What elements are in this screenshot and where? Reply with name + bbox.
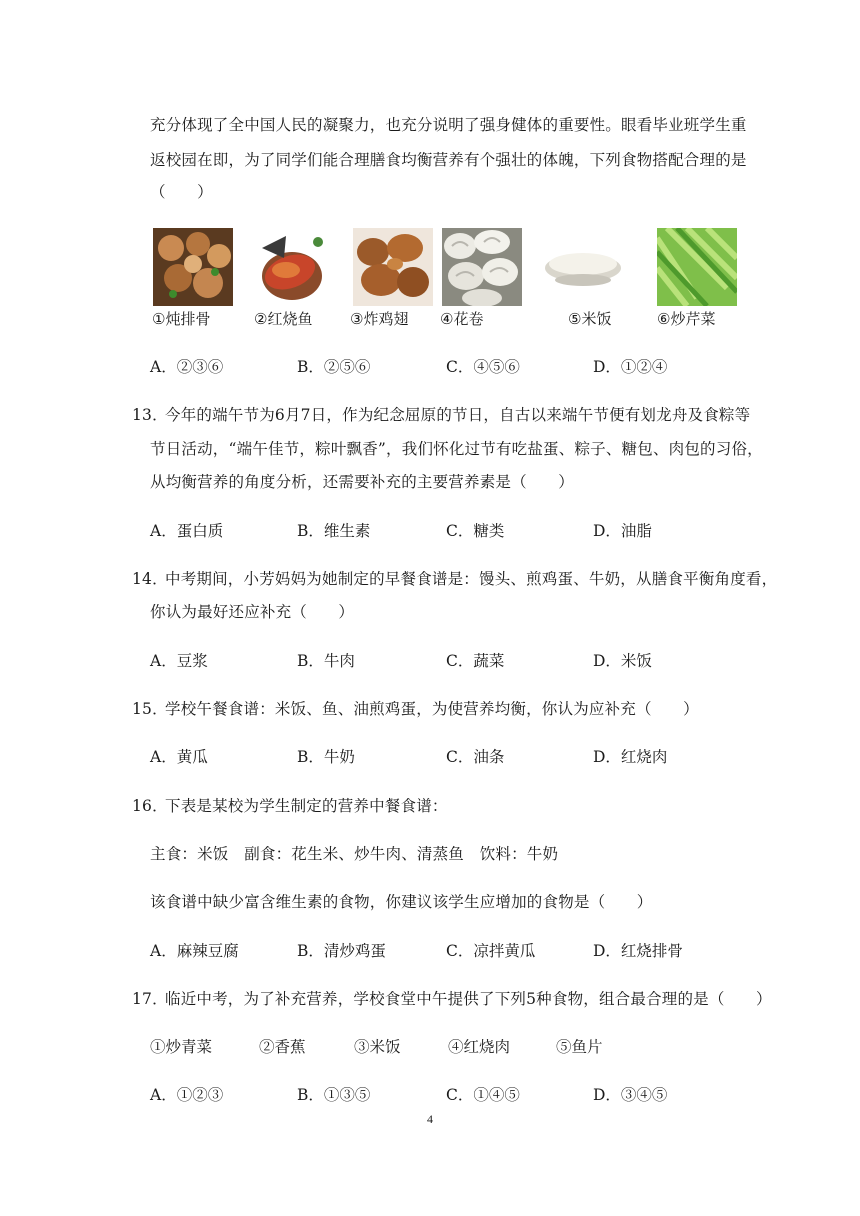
q15-number: 15．: [132, 700, 168, 718]
q17-item: ②香蕉: [259, 1038, 306, 1056]
q13-option-d: D．油脂: [593, 522, 652, 540]
q13-text-line-3: 从均衡营养的角度分析，还需要补充的主要营养素是（ ）: [150, 473, 574, 491]
q12-text-line-2: 返校园在即，为了同学们能合理膳食均衡营养有个强壮的体魄，下列食物搭配合理的是: [150, 151, 747, 169]
q12-option-a: A．②③⑥: [150, 358, 224, 376]
steamed-rolls-photo: [442, 228, 522, 306]
q17-number: 17．: [132, 990, 168, 1008]
q16-option-b: B．清炒鸡蛋: [297, 942, 386, 960]
q17-text-line-1: 临近中考，为了补充营养，学校食堂中午提供了下列5种食物，组合最合理的是（ ）: [165, 990, 772, 1008]
q13-option-a: A．蛋白质: [150, 522, 224, 540]
q16-number: 16．: [132, 797, 168, 815]
q14-text-line-2: 你认为最好还应补充（ ）: [150, 603, 355, 621]
q16-text-line-3: 该食谱中缺少富含维生素的食物，你建议该学生应增加的食物是（ ）: [150, 893, 653, 911]
q13-option-b: B．维生素: [297, 522, 371, 540]
q16-option-a: A．麻辣豆腐: [150, 942, 239, 960]
stewed-ribs-photo: [153, 228, 233, 306]
q15-option-a: A．黄瓜: [150, 748, 208, 766]
q17-option-d: D．③④⑤: [593, 1086, 668, 1104]
stir-fried-celery-photo: [657, 228, 737, 306]
q13-text-line-1: 今年的端午节为6月7日，作为纪念屈原的节日，自古以来端午节便有划龙舟及食粽等: [165, 406, 751, 424]
q14-option-b: B．牛肉: [297, 652, 355, 670]
fried-chicken-wings-photo: [353, 228, 433, 306]
rice-photo: [543, 228, 623, 306]
q14-option-c: C．蔬菜: [446, 652, 505, 670]
q16-option-d: D．红烧排骨: [593, 942, 683, 960]
q12-option-b: B．②⑤⑥: [297, 358, 371, 376]
q17-option-c: C．①④⑤: [446, 1086, 520, 1104]
q15-option-d: D．红烧肉: [593, 748, 668, 766]
q17-option-a: A．①②③: [150, 1086, 224, 1104]
q15-option-b: B．牛奶: [297, 748, 355, 766]
food-caption: ④花卷: [440, 310, 484, 328]
q16-text-line-1: 下表是某校为学生制定的营养中餐食谱：: [165, 797, 448, 815]
food-caption: ⑤米饭: [568, 310, 612, 328]
q13-option-c: C．糖类: [446, 522, 505, 540]
q15-option-c: C．油条: [446, 748, 505, 766]
q12-option-d: D．①②④: [593, 358, 668, 376]
q17-item: ④红烧肉: [448, 1038, 511, 1056]
q13-text-line-2: 节日活动，“端午佳节，粽叶飘香”，我们怀化过节有吃盐蛋、粽子、糖包、肉包的习俗，: [150, 440, 763, 458]
q16-option-c: C．凉拌黄瓜: [446, 942, 536, 960]
q16-menu-line: 主食：米饭 副食：花生米、炒牛肉、清蒸鱼 饮料：牛奶: [150, 845, 559, 863]
food-image-strip: [150, 228, 740, 338]
q14-number: 14．: [132, 570, 168, 588]
page-number: 4: [427, 1112, 433, 1126]
q15-text-line-1: 学校午餐食谱：米饭、鱼、油煎鸡蛋，为使营养均衡，你认为应补充（ ）: [165, 700, 699, 718]
food-caption: ①炖排骨: [152, 310, 211, 328]
braised-fish-photo: [256, 228, 336, 306]
food-caption: ③炸鸡翅: [350, 310, 409, 328]
food-caption: ⑥炒芹菜: [657, 310, 716, 328]
food-caption: ②红烧鱼: [254, 310, 313, 328]
q12-answer-blank: （ ）: [150, 183, 213, 201]
q17-item: ①炒青菜: [150, 1038, 213, 1056]
q14-option-a: A．豆浆: [150, 652, 208, 670]
q14-option-d: D．米饭: [593, 652, 652, 670]
q14-text-line-1: 中考期间，小芳妈妈为她制定的早餐食谱是：馒头、煎鸡蛋、牛奶，从膳食平衡角度看，: [165, 570, 778, 588]
q12-text-line-1: 充分体现了全中国人民的凝聚力，也充分说明了强身健体的重要性。眼看毕业班学生重: [150, 116, 747, 134]
q17-item: ⑤鱼片: [556, 1038, 603, 1056]
q17-option-b: B．①③⑤: [297, 1086, 371, 1104]
q13-number: 13．: [132, 406, 168, 424]
q12-option-c: C．④⑤⑥: [446, 358, 520, 376]
q17-item: ③米饭: [354, 1038, 401, 1056]
